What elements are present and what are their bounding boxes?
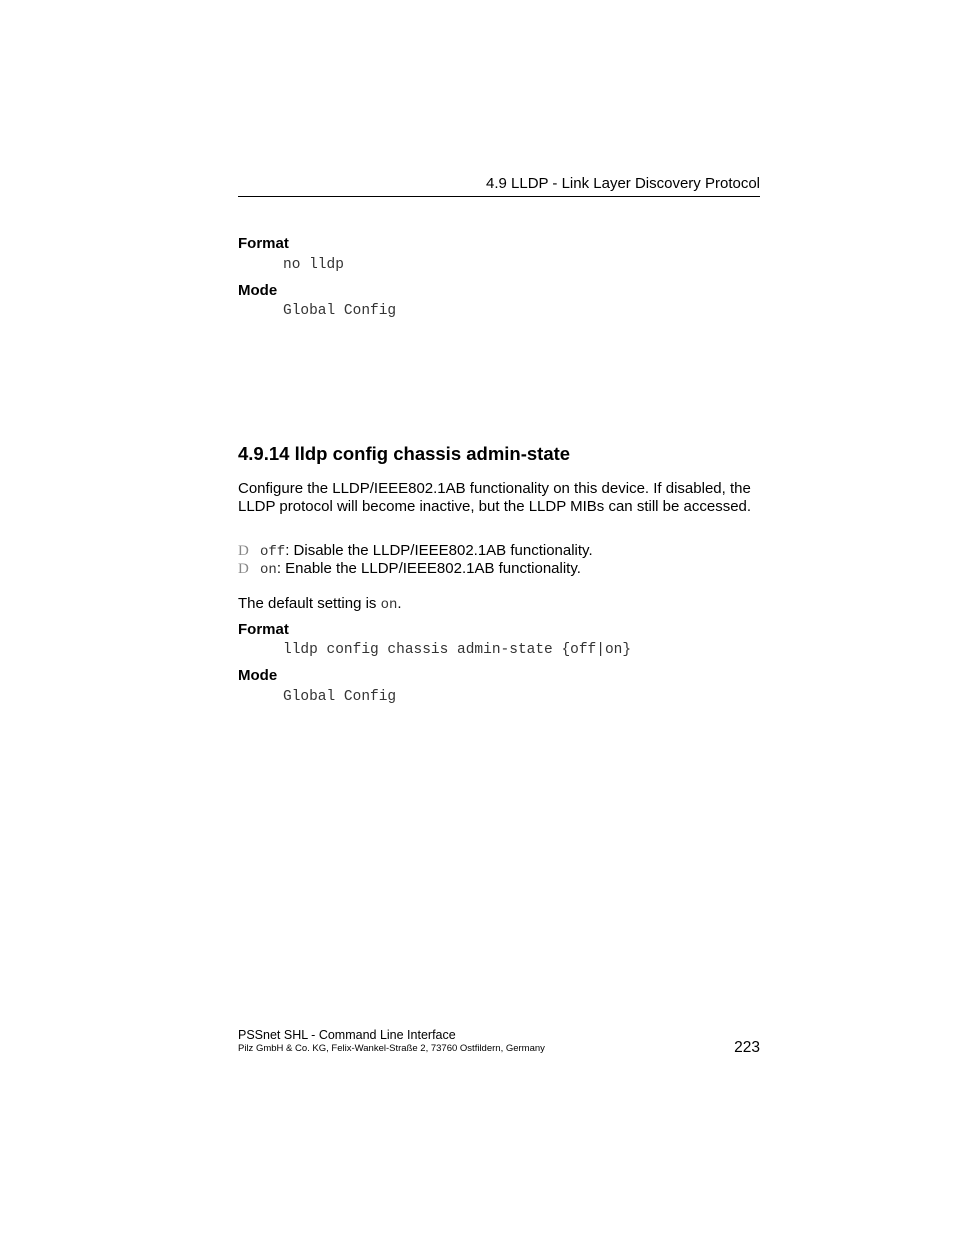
format-code: no lldp — [283, 257, 344, 273]
mode-label: Mode — [238, 282, 278, 299]
footer-doc-title: PSSnet SHL - Command Line Interface — [238, 1028, 456, 1042]
section-mode-label: Mode — [238, 667, 278, 684]
section-title: 4.9.14 lldp config chassis admin-state — [238, 443, 571, 464]
bullet-marker: D — [238, 543, 249, 559]
bullet-marker: D — [238, 561, 249, 577]
default-setting — [238, 595, 402, 613]
bullet-item-on — [238, 560, 581, 578]
bullet-item-off — [238, 542, 593, 560]
bullet-text: : Disable the LLDP/IEEE802.1AB functionality. — [285, 542, 593, 559]
default-suffix: . — [397, 595, 402, 612]
default-code: on — [380, 597, 398, 613]
format-label: Format — [238, 235, 289, 252]
bullet-code: off — [260, 544, 286, 560]
bullet-text: : Enable the LLDP/IEEE802.1AB functionality. — [276, 560, 581, 577]
footer-address: Pilz GmbH & Co. KG, Felix-Wankel-Straße 2, 73760 Ostfildern, Germany — [238, 1043, 545, 1054]
section-format-label: Format — [238, 621, 289, 638]
page-number: 223 — [734, 1039, 760, 1056]
mode-code: Global Config — [283, 303, 397, 319]
header-rule — [238, 196, 760, 197]
default-prefix: The default setting is — [238, 595, 381, 612]
section-mode-code: Global Config — [283, 689, 397, 705]
section-format-code: lldp config chassis admin-state {off|on} — [283, 642, 632, 658]
section-description: Configure the LLDP/IEEE802.1AB functionality on this device. If disabled, the LLDP protocol will become inactive, but the LLDP MIBs can still be accessed. — [238, 480, 752, 515]
bullet-code: on — [260, 562, 277, 578]
running-header: 4.9 LLDP - Link Layer Discovery Protocol — [485, 175, 760, 192]
